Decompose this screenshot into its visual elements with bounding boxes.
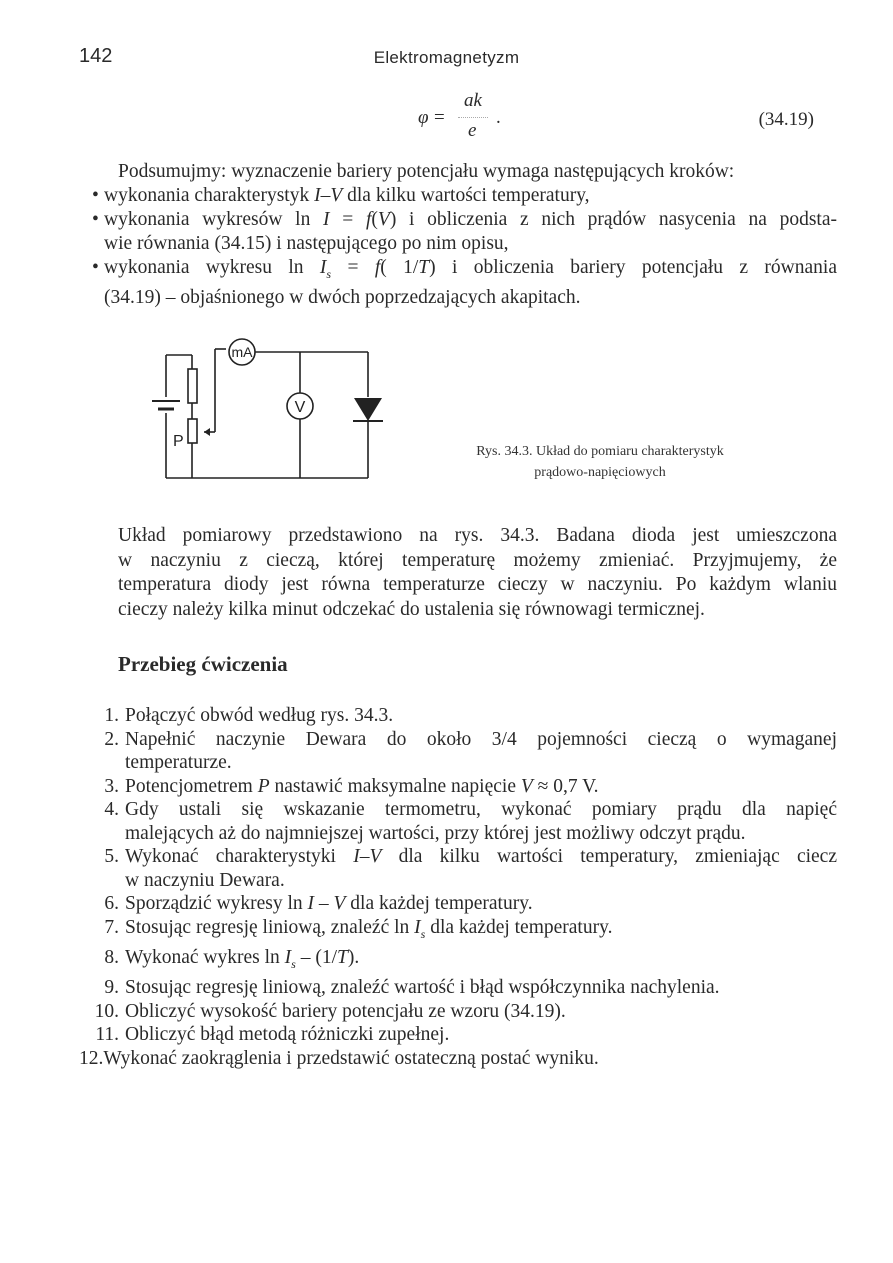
step-line: Potencjometrem P nastawić maksymalne napięcie V ≈ 0,7 V.	[125, 775, 599, 797]
step-line: Stosując regresję liniową, znaleźć $\ln I_s$ dla każdej temperatury.	[125, 916, 613, 941]
step-line: Połączyć obwód według rys. 34.3.	[125, 705, 394, 726]
step-number: 1.	[104, 705, 119, 726]
step-item	[79, 1000, 837, 1024]
step-item	[79, 704, 837, 728]
bullet-item	[92, 256, 837, 310]
step-number: 7.	[104, 916, 119, 938]
caption-line: prądowo-napięciowych	[534, 465, 666, 480]
summary-intro: Podsumujmy: wyznaczenie bariery potencjału wymaga następujących kroków:	[118, 161, 735, 182]
circuit-diagram	[140, 335, 400, 495]
voltmeter-label: V	[294, 399, 306, 416]
paragraph-line: w naczyniu z cieczą, której temperaturę możemy zmieniać. Przyjmujemy, że	[118, 549, 837, 571]
potentiometer-label: P	[173, 433, 184, 450]
step-item	[79, 1047, 837, 1071]
bullet-line: wie równania (34.15) i następującego po nim opisu,	[104, 233, 509, 254]
setup-paragraph	[118, 524, 837, 622]
step-line: Wykonać wykres $\ln I_s - (1/T)$.	[125, 946, 360, 971]
bullet-item	[92, 208, 837, 256]
step-line: Sporządzić wykresy ln I – V dla każdej temperatury.	[125, 893, 533, 914]
caption-line: Rys. 34.3. Układ do pomiaru charakterystyk	[476, 444, 724, 459]
figure-caption	[400, 441, 800, 483]
step-number: 4.	[104, 799, 119, 820]
step-line: Stosując regresję liniową, znaleźć wartość i błąd współczynnika nachylenia.	[125, 977, 720, 999]
milliammeter-label: mA	[231, 344, 253, 360]
step-text: Wykonać zaokrąglenia i przedstawić ostateczną postać wyniku.	[103, 1047, 599, 1069]
step-number: 3.	[104, 775, 119, 797]
step-line: temperaturze.	[125, 752, 232, 773]
equation-equals: =	[434, 107, 445, 128]
bullet-line: • wykonania charakterystyk I–V dla kilku wartości temperatury,	[104, 185, 590, 206]
running-title: Elektromagnetyzm	[373, 48, 520, 67]
equation-label: (34.19)	[758, 109, 814, 130]
step-item	[79, 892, 837, 916]
paragraph-line: temperatura diody jest równa temperaturze cieczy w naczyniu. Po każdym wlaniu	[118, 574, 837, 595]
step-number: 9.	[104, 977, 119, 999]
paragraph-line: cieczy należy kilka minut odczekać do ustalenia się równowagi termicznej.	[118, 598, 705, 620]
paragraph-line: Układ pomiarowy przedstawiono na rys. 34.3. Badana dioda jest umieszczona	[118, 525, 837, 546]
equation-34-19	[418, 88, 538, 148]
fraction-bar	[458, 117, 488, 118]
step-number: 8.	[104, 946, 119, 968]
step-line: Obliczyć błąd metodą różniczki zupełnej.	[125, 1024, 450, 1046]
potentiometer-resistor	[188, 419, 197, 443]
procedure-steps	[79, 704, 837, 1070]
step-number: 6.	[104, 893, 119, 914]
bullet-item	[92, 184, 837, 208]
page-number: 142	[79, 45, 113, 67]
step-line: Gdy ustali się wskazanie termometru, wykonać pomiary prądu dla napięć	[125, 799, 837, 820]
step-item	[79, 798, 837, 845]
step-line: Napełnić naczynie Dewara do około 3/4 pojemności cieczą o wymaganej	[125, 728, 837, 750]
step-line: Wykonać charakterystyki I–V dla kilku wartości temperatury, zmieniając ciecz	[125, 846, 837, 867]
step-item	[79, 976, 837, 1000]
step-item	[79, 775, 837, 799]
step-line: w naczyniu Dewara.	[125, 869, 285, 891]
equation-numerator: ak	[464, 90, 482, 111]
diode-triangle	[354, 398, 382, 421]
step-item	[79, 946, 837, 976]
resistor-upper	[188, 369, 197, 403]
equation-lhs: φ	[418, 107, 429, 128]
step-number: 10.	[94, 1000, 119, 1022]
step-item	[79, 1023, 837, 1047]
step-number: 11.	[95, 1024, 119, 1046]
step-number: 12.	[79, 1047, 104, 1069]
step-item	[79, 916, 837, 946]
step-number: 2.	[104, 728, 119, 750]
section-heading: Przebieg ćwiczenia	[118, 652, 288, 676]
wiper-arrow	[204, 428, 210, 436]
equation-denominator: e	[468, 120, 477, 141]
bullet-line: (34.19) – objaśnionego w dwóch poprzedzających akapitach.	[104, 286, 581, 308]
bullet-line: • wykonania wykresów ln I = f(V) i obliczenia z nich prądów nasycenia na podsta-	[104, 209, 837, 230]
step-item	[79, 728, 837, 775]
equation-trailing-dot: .	[496, 107, 501, 128]
bullet-line: • wykonania wykresu $\ln I_s = f$( 1/T) i obliczenia bariery potencjału z równania	[104, 257, 837, 281]
step-item	[79, 845, 837, 892]
step-number: 5.	[104, 846, 119, 867]
step-line: malejących aż do najmniejszej wartości, przy której jest możliwy odczyt prądu.	[125, 822, 746, 844]
step-line	[79, 1047, 837, 1071]
step-line: Obliczyć wysokość bariery potencjału ze wzoru (34.19).	[125, 1000, 566, 1022]
summary-bullet-list	[92, 184, 837, 310]
